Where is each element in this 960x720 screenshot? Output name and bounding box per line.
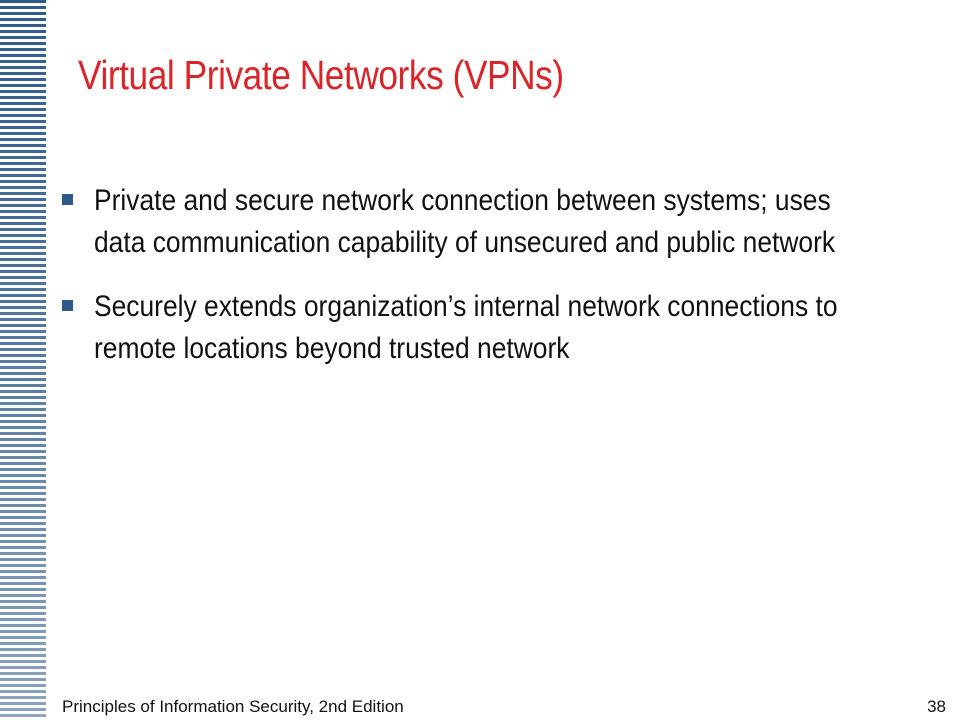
- square-bullet-icon: [62, 194, 73, 205]
- slide-title: Virtual Private Networks (VPNs): [78, 52, 564, 98]
- footer-course-title: Principles of Information Security, 2nd Edition: [62, 697, 404, 716]
- bullet-item: [60, 180, 900, 264]
- bullet-list: [60, 180, 900, 392]
- bullet-item: [60, 286, 900, 370]
- footer-page-number: 38: [927, 697, 946, 716]
- square-bullet-icon: [62, 300, 73, 311]
- decorative-side-stripes-fade: [0, 0, 46, 720]
- bullet-text: Securely extends organization’s internal network connections to remote locations beyond trusted network: [94, 290, 838, 365]
- bullet-text: Private and secure network connection between systems; uses data communication capability of unsecured and public network: [94, 184, 836, 259]
